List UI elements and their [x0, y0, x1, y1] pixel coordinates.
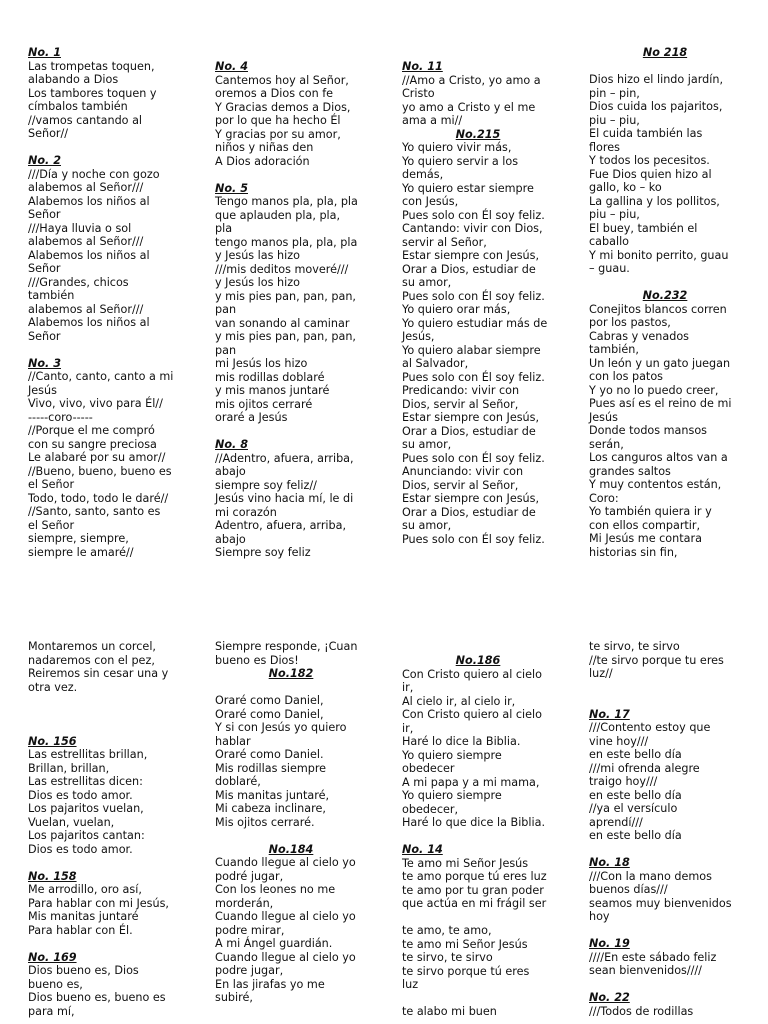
lyric-line: //Porque el me compró [28, 424, 155, 437]
song-number: No. 169 [28, 950, 77, 964]
lyric-line: Le alabaré por su amor// [28, 451, 166, 464]
lyric-line: Mi Jesús me contara [589, 532, 702, 545]
bottom-column-4 [589, 640, 741, 1018]
lyric-line: historias sin fin, [589, 545, 678, 559]
top-column-4 [589, 46, 741, 559]
song-block [28, 951, 180, 1019]
song-block [28, 640, 180, 735]
lyric-line: Jesús [28, 383, 57, 397]
lyric-line: //Canto, canto, canto a mi [28, 370, 174, 383]
lyric-line: el Señor [28, 478, 75, 491]
lyric-line: alabando a Dios [28, 73, 119, 86]
lyric-line: //Bueno, bueno, bueno es [28, 464, 172, 478]
lyric-line: obedecer, [402, 802, 459, 816]
lyric-line: ///Haya lluvia o sol [28, 221, 132, 235]
lyric-line: Adentro, afuera, arriba, [215, 519, 347, 532]
lyric-line: mi corazón [215, 505, 277, 519]
lyric-line: Conejitos blancos corren [589, 302, 727, 316]
song-number: No.232 [642, 289, 688, 302]
lyric-line: Pues solo con Él soy feliz. [402, 532, 545, 546]
lyric-line: Siempre soy feliz [215, 546, 311, 559]
lyric-line: Brillan, brillan, [28, 761, 110, 775]
lyric-line: Estar siempre con Jesús, [402, 492, 540, 505]
lyric-line: Fue Dios quien hizo al [589, 167, 712, 181]
lyric-line: Reiremos sin cesar una y [28, 667, 169, 680]
song-number: No.182 [268, 667, 314, 680]
song-block [589, 937, 741, 991]
lyric-line: Los tambores toquen y [28, 86, 157, 100]
song-number: No. 17 [589, 707, 630, 721]
song-number: No. 156 [28, 734, 77, 748]
lyric-line: Cuando llegue al cielo yo [215, 856, 356, 869]
lyric-line: Señor// [28, 127, 69, 140]
lyric-line: abajo [215, 465, 246, 478]
lyric-line: -----coro----- [28, 410, 93, 424]
song-number: No.215 [455, 127, 501, 141]
lyric-line: Dios, servir al Señor, [402, 397, 519, 411]
lyric-line: luz [402, 978, 419, 991]
lyric-line: por lo que ha hecho Él [215, 114, 341, 127]
lyric-line: al Salvador, [402, 357, 469, 370]
lyric-line: vine hoy/// [589, 734, 649, 748]
lyric-line: Orar a Dios, estudiar de [402, 505, 536, 519]
lyric-line: Dios bueno es, bueno es [28, 991, 166, 1004]
lyric-line: con Jesús, [402, 195, 459, 208]
lyric-line: Todo, todo, todo le daré// [28, 491, 169, 505]
song-block [215, 60, 367, 182]
lyric-line: //te sirvo porque tu eres [589, 653, 724, 667]
lyric-line: La gallina y los pollitos, [589, 194, 720, 208]
lyric-line: En las jirafas yo me [215, 977, 325, 991]
lyric-line: con los patos [589, 370, 663, 383]
lyric-line: ///mi ofrenda alegre [589, 761, 700, 775]
lyric-line: su amor, [402, 519, 452, 532]
lyric-line: su amor, [402, 276, 452, 289]
spacer [28, 141, 180, 155]
lyric-line: Dios es todo amor. [28, 842, 133, 856]
lyric-line: luz// [589, 667, 613, 680]
lyric-line: Las estrellitas brillan, [28, 748, 148, 761]
lyric-line: hablar [215, 734, 251, 748]
song-block [589, 46, 741, 289]
lyric-line: Mis manitas juntaré [28, 910, 139, 923]
lyric-line: Señor [28, 262, 61, 275]
song-number: No. 1 [28, 46, 61, 59]
lyric-line: A Dios adoración [215, 154, 310, 168]
lyric-line: Yo quiero servir a los [402, 154, 519, 168]
lyric-line: buenos días/// [589, 883, 668, 896]
lyric-line: Mis rodillas siempre [215, 761, 327, 775]
lyric-line: y Jesús las hizo [215, 249, 300, 262]
lyric-line: podré jugar, [215, 869, 284, 883]
lyric-line: nadaremos con el pez, [28, 653, 155, 667]
lyric-line: obedecer [402, 762, 455, 775]
lyric-line: Orar a Dios, estudiar de [402, 262, 536, 276]
lyric-line: Y si con Jesús yo quiero [215, 721, 347, 734]
song-number: No.184 [268, 842, 314, 856]
top-column-3 [402, 60, 554, 546]
bottom-column-2 [215, 640, 367, 1005]
song-number: No. 158 [28, 869, 77, 883]
lyric-line: Con Cristo quiero al cielo [402, 708, 542, 721]
song-number: No. 3 [28, 356, 61, 370]
lyric-line: para mí, [28, 1004, 75, 1018]
song-block [215, 182, 367, 439]
spacer [28, 937, 180, 951]
lyric-line: pan [215, 303, 237, 316]
lyric-line: Pues solo con Él soy feliz. [402, 208, 545, 222]
lyric-line: serán, [589, 437, 624, 451]
spacer [28, 721, 180, 735]
lyric-line: Yo quiero siempre [402, 789, 502, 802]
lyric-line: hoy [589, 910, 610, 923]
song-block [215, 843, 367, 1005]
lyric-line: el Señor [28, 518, 75, 532]
lyric-line: Pues solo con Él soy feliz. [402, 451, 545, 465]
lyric-line: traigo hoy/// [589, 775, 658, 788]
top-column-2 [215, 60, 367, 560]
lyric-line: Estar siempre con Jesús, [402, 249, 540, 262]
song-block [589, 708, 741, 857]
lyric-line: Dios bueno es, Dios [28, 964, 139, 977]
lyric-line [28, 708, 180, 722]
lyric-line: alabemos al Señor/// [28, 181, 144, 194]
lyric-line: Pues solo con Él soy feliz. [402, 289, 545, 303]
lyric-line: te sirvo, te sirvo [402, 951, 493, 964]
lyric-line: Haré lo dice la Biblia. [402, 735, 521, 748]
lyric-line: ///Todos de rodillas [589, 1004, 694, 1018]
lyric-line: podre jugar, [215, 964, 284, 977]
lyric-line: //Amo a Cristo, yo amo a [402, 73, 541, 87]
lyric-line: Anunciando: vivir con [402, 465, 524, 478]
lyric-line: oraré a Jesús [215, 411, 288, 424]
lyric-line: en este bello día [589, 788, 682, 802]
lyric-line: otra vez. [28, 680, 78, 694]
song-block [215, 438, 367, 560]
lyric-line: //ya el versículo [589, 802, 678, 815]
lyric-line: Y muy contentos están, [589, 478, 722, 491]
lyric-line: Siempre responde, ¡Cuan [215, 640, 358, 653]
lyric-line: aprendí/// [589, 815, 643, 829]
song-block [402, 843, 554, 1019]
lyric-line: siempre soy feliz// [215, 478, 317, 492]
song-block [28, 870, 180, 951]
lyric-line: Cantemos hoy al Señor, [215, 73, 349, 87]
bottom-column-3 [402, 654, 554, 1019]
lyric-line: sean bienvenidos//// [589, 964, 702, 977]
lyric-line: ///Grandes, chicos [28, 275, 129, 289]
lyric-line: pla [215, 222, 233, 235]
lyric-line: Cristo [402, 87, 435, 100]
lyric-line: su amor, [402, 438, 452, 451]
song-block [28, 154, 180, 357]
lyric-line: Cuando llegue al cielo yo [215, 950, 356, 964]
song-block [589, 991, 741, 1018]
lyric-line: ///mis deditos moveré/// [215, 262, 349, 276]
song-block [402, 654, 554, 843]
lyric-line: que actúa en mi frágil ser [402, 897, 547, 910]
lyric-line: abajo [215, 532, 246, 546]
lyric-line: //Adentro, afuera, arriba, [215, 451, 354, 465]
lyric-line: pin – pin, [589, 86, 640, 100]
lyric-line: Cantando: vivir con Dios, [402, 222, 543, 235]
lyric-line: te amo porque tú eres luz [402, 870, 547, 883]
lyric-line: Yo quiero orar más, [402, 303, 511, 316]
lyric-line: Para hablar con mi Jesús, [28, 896, 169, 910]
lyric-line: oremos a Dios con fe [215, 87, 334, 100]
lyric-line: Montaremos un corcel, [28, 640, 156, 653]
lyric-line: Yo quiero vivir más, [402, 141, 512, 154]
lyric-line: Haré lo que dice la Biblia. [402, 816, 546, 829]
spacer [28, 856, 180, 870]
lyric-line: Para hablar con Él. [28, 923, 133, 937]
lyric-line: piu – piu, [589, 113, 640, 127]
song-block [402, 128, 554, 547]
song-block [28, 357, 180, 560]
lyric-line: te alabo mi buen [402, 1005, 497, 1018]
song-block [28, 46, 180, 154]
lyric-line: Cabras y venados [589, 329, 690, 343]
lyric-line: Tengo manos pla, pla, pla [215, 195, 358, 208]
lyric-line: te sirvo, te sirvo [589, 640, 680, 653]
lyric-line: tengo manos pla, pla, pla [215, 235, 358, 249]
lyric-line: Dios, servir al Señor, [402, 478, 519, 492]
lyric-line: Jesús [589, 410, 618, 424]
spacer [402, 830, 554, 844]
lyric-line: niños y niñas den [215, 141, 314, 154]
spacer [589, 843, 741, 857]
lyric-line: Vuelan, vuelan, [28, 815, 115, 829]
song-block [589, 640, 741, 708]
song-number: No. 14 [402, 843, 443, 856]
lyric-line: mis ojitos cerraré [215, 397, 313, 411]
lyric-line: Pues así es el reino de mi [589, 397, 732, 410]
lyric-line: ama a mi// [402, 114, 463, 127]
lyric-line: Las estrellitas dicen: [28, 775, 143, 788]
lyric-line: Estar siempre con Jesús, [402, 411, 540, 424]
spacer [589, 276, 741, 290]
lyric-line: piu – piu, [589, 208, 640, 221]
lyric-line: Oraré como Daniel. [215, 748, 324, 761]
lyric-line: por los pastos, [589, 316, 671, 329]
lyric-line: alabemos al Señor/// [28, 235, 144, 248]
spacer [215, 425, 367, 439]
song-number: No.186 [455, 654, 501, 667]
lyric-line: A mi papa y a mi mama, [402, 775, 540, 789]
spacer [589, 694, 741, 708]
lyric-line: Las trompetas toquen, [28, 59, 155, 73]
lyric-line: Me arrodillo, oro así, [28, 883, 142, 896]
lyric-line: Y yo no lo puedo creer, [589, 383, 719, 397]
lyric-line: Oraré como Daniel, [215, 707, 324, 721]
song-number: No. 8 [215, 438, 248, 451]
lyric-line [215, 829, 367, 843]
song-number: No. 22 [589, 991, 630, 1004]
lyric-line: Coro: [589, 491, 619, 505]
lyric-line: Señor [28, 208, 61, 221]
lyric-line: A mi Ángel guardián. [215, 937, 333, 950]
lyric-line [28, 694, 180, 708]
lyric-line: morderán, [215, 896, 274, 910]
lyric-line: y mis pies pan, pan, pan, [215, 289, 356, 303]
lyric-line [402, 992, 554, 1006]
song-block [215, 667, 367, 843]
lyric-line: //Santo, santo, santo es [28, 505, 161, 518]
lyric-line: Donde todos mansos [589, 424, 707, 437]
lyric-line: Los pajaritos vuelan, [28, 802, 144, 815]
lyric-line: demás, [402, 168, 444, 181]
lyric-line: Yo quiero estar siempre [402, 181, 534, 195]
lyric-line: en este bello día [589, 829, 682, 842]
lyric-line [589, 60, 741, 74]
lyric-line: Jesús, [402, 330, 435, 343]
lyric-line: te sirvo porque tú eres [402, 964, 530, 978]
lyric-line: en este bello día [589, 748, 682, 761]
lyric-line: Y mi bonito perrito, guau [589, 248, 729, 262]
lyric-line: Con los leones no me [215, 883, 336, 896]
lyric-line: seamos muy bienvenidos [589, 896, 732, 910]
lyric-line: Dios es todo amor. [28, 788, 133, 802]
lyric-line: te amo, te amo, [402, 924, 492, 937]
song-number: No. 5 [215, 181, 248, 195]
lyric-line: podre mirar, [215, 923, 285, 937]
lyric-line: y mis pies pan, pan, pan, [215, 330, 356, 343]
lyric-line: Mis ojitos cerraré. [215, 815, 315, 829]
song-number: No 218 [642, 46, 688, 59]
song-number: No. 18 [589, 856, 630, 869]
lyric-line: también, [589, 343, 639, 356]
top-column-1 [28, 46, 180, 559]
lyric-line: bueno es, [28, 977, 83, 991]
song-block [589, 289, 741, 559]
lyric-line: Yo quiero siempre [402, 748, 502, 762]
lyric-line: y Jesús los hizo [215, 276, 300, 289]
lyric-line: Alabemos los niños al [28, 248, 150, 262]
lyric-line: subiré, [215, 991, 253, 1004]
lyric-line: mis rodillas doblaré [215, 370, 325, 384]
lyric-line: doblaré, [215, 775, 261, 788]
lyric-line: mi Jesús los hizo [215, 357, 308, 370]
lyric-line [589, 681, 741, 695]
lyric-line: flores [589, 140, 620, 154]
lyric-line: Cuando llegue al cielo yo [215, 910, 356, 923]
lyric-line: Alabemos los niños al [28, 316, 150, 329]
lyric-line: van sonando al caminar [215, 316, 350, 330]
lyric-line: Los canguros altos van a [589, 451, 728, 464]
lyric-line: grandes saltos [589, 464, 671, 478]
lyric-line: gallo, ko – ko [589, 181, 662, 194]
lyric-line: con ellos compartir, [589, 518, 701, 532]
lyric-line: Mi cabeza inclinare, [215, 802, 326, 815]
lyric-line: pan [215, 343, 237, 357]
bottom-column-1 [28, 640, 180, 1018]
song-block [215, 640, 367, 667]
lyric-line: El cuida también las [589, 127, 703, 140]
lyric-line: yo amo a Cristo y el me [402, 100, 536, 114]
lyric-line: Dios cuida los pajaritos, [589, 100, 723, 113]
lyric-line: Orar a Dios, estudiar de [402, 424, 536, 438]
song-block [589, 856, 741, 937]
song-number: No. 4 [215, 60, 248, 73]
lyric-line: Vivo, vivo, vivo para Él// [28, 397, 163, 410]
lyric-line: ///Día y noche con gozo [28, 167, 160, 181]
lyric-line: Dios hizo el lindo jardín, [589, 73, 724, 86]
lyric-line: ir, [402, 681, 414, 694]
lyric-line: Jesús vino hacia mí, le di [215, 492, 354, 505]
lyric-line: Oraré como Daniel, [215, 694, 324, 707]
lyric-line: bueno es Dios! [215, 653, 299, 667]
lyric-line: también [28, 289, 75, 302]
lyric-line [215, 681, 367, 695]
lyric-line: – guau. [589, 262, 630, 275]
lyric-line: ir, [402, 721, 414, 735]
lyric-line: Predicando: vivir con [402, 384, 520, 397]
lyric-line: Mis manitas juntaré, [215, 788, 330, 802]
lyric-line: siempre, siempre, [28, 532, 129, 545]
lyric-line: Y gracias por su amor, [215, 127, 341, 141]
lyric-line: Un león y un gato juegan [589, 356, 731, 370]
lyric-line: alabemos al Señor/// [28, 302, 144, 316]
lyric-line: ////En este sábado feliz [589, 950, 717, 964]
spacer [215, 168, 367, 182]
lyric-line: címbalos también [28, 100, 128, 113]
lyric-line: Yo también quiera ir y [589, 505, 712, 518]
song-number: No. 11 [402, 60, 443, 73]
lyric-line: Y todos los pecesitos. [589, 154, 710, 167]
lyric-line: siempre le amaré// [28, 545, 134, 559]
spacer [589, 978, 741, 992]
spacer [589, 924, 741, 938]
lyric-line: Y Gracias demos a Dios, [215, 100, 351, 114]
song-number: No. 19 [589, 937, 630, 950]
lyric-line [402, 911, 554, 925]
lyric-line: ///Con la mano demos [589, 869, 712, 883]
lyric-line: Yo quiero estudiar más de [402, 316, 548, 330]
lyric-line: Pues solo con Él soy feliz. [402, 370, 545, 384]
lyric-line: te amo mi Señor Jesús [402, 937, 528, 951]
lyric-line: Te amo mi Señor Jesús [402, 856, 529, 870]
song-number: No. 2 [28, 154, 61, 167]
lyric-line: con su sangre preciosa [28, 437, 157, 451]
song-block [402, 60, 554, 128]
lyric-line: ///Contento estoy que [589, 721, 711, 734]
spacer [28, 343, 180, 357]
lyric-line: y mis manos juntaré [215, 384, 330, 397]
lyric-line: Señor [28, 329, 61, 343]
lyric-line: Al cielo ir, al cielo ir, [402, 694, 516, 708]
lyric-line: servir al Señor, [402, 235, 487, 249]
lyric-line: Con Cristo quiero al cielo [402, 667, 542, 681]
lyric-line: //vamos cantando al [28, 113, 143, 127]
lyric-line: Alabemos los niños al [28, 194, 150, 208]
lyric-line: Los pajaritos cantan: [28, 829, 145, 842]
lyric-line: te amo por tu gran poder [402, 883, 544, 897]
lyric-line: caballo [589, 235, 630, 248]
song-block [28, 735, 180, 870]
lyric-line: Yo quiero alabar siempre [402, 343, 541, 357]
lyric-line: que aplauden pla, pla, [215, 208, 341, 222]
lyric-line: El buey, también el [589, 221, 698, 235]
